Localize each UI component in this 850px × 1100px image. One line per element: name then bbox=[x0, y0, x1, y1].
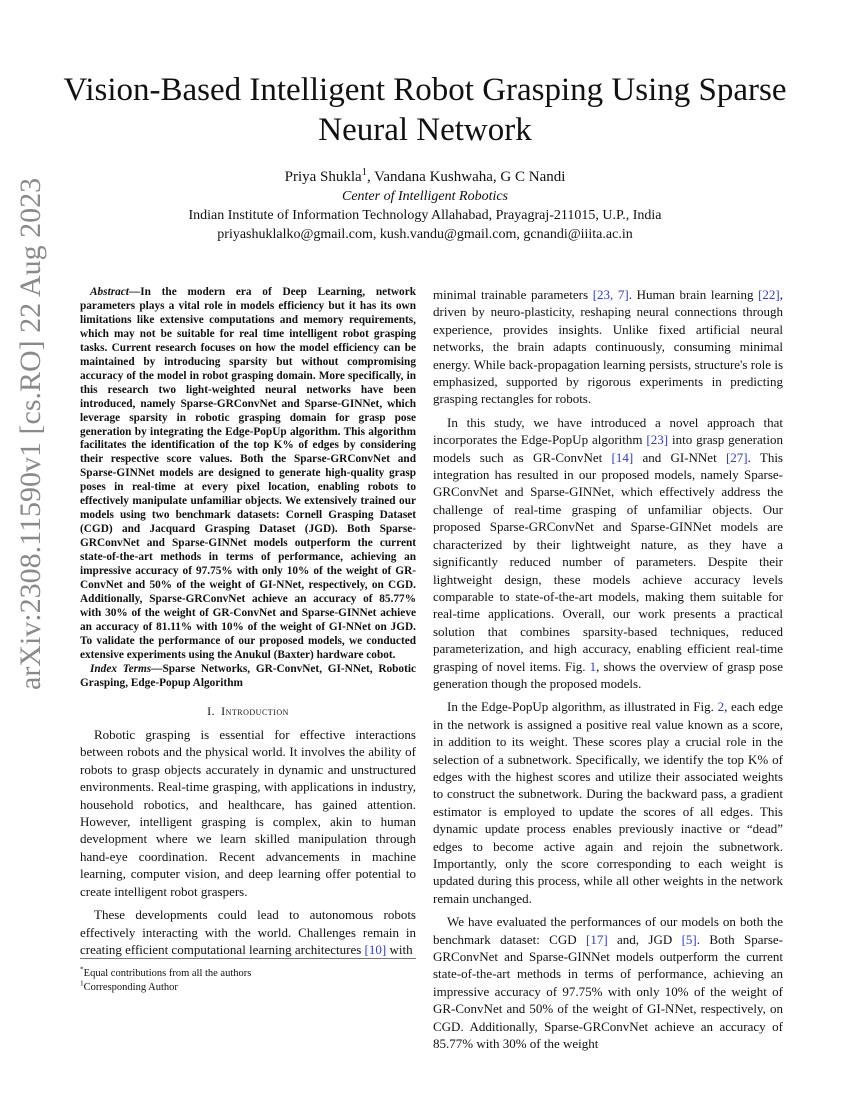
abstract bbox=[80, 286, 416, 663]
intro-paragraph-2 bbox=[80, 906, 416, 958]
text-run: , each edge in the network is assigned a positive real value known as a score, in addition to its weight. These scores play a crucial role in the selection of a subnetwork. Specifically, we identify the top K% of edges with the highest scores and utilize their associated weights to construct the subnetwork. During the backward pass, a gradient estimator is employed to update the scores of all edges. This dynamic update process enables previously inactive or “dead” edges to become active again and rejoin the subnetwork. Importantly, only the score corresponding to each weight is updated during this process, while all other weights in the network remain unchanged. bbox=[433, 699, 784, 906]
affiliation-center: Center of Intelligent Robotics bbox=[341, 189, 509, 204]
citation-link[interactable]: [22] bbox=[758, 287, 780, 302]
footnote-1 bbox=[80, 964, 416, 981]
footnote-mark: * bbox=[80, 964, 84, 974]
footnote-text: Equal contributions from all the authors bbox=[83, 968, 252, 979]
footnote-text: Corresponding Author bbox=[83, 982, 178, 993]
citation-link[interactable]: [23, 7] bbox=[592, 287, 629, 302]
section-heading bbox=[80, 703, 416, 720]
abstract-text: —In the modern era of Deep Learning, network parameters plays a vital role in models efficiency but it has its own limitations like extensive computations and memory requirements, which may not be suitable for real time intelligent robot grasping tasks. Current research focuses on how the model efficiency can be maintained by introducing sparsity but without compromising accuracy of the model in robot grasping domain. More specifically, in this research two light-weighted neural networks have been introduced, namely Sparse-GRConvNet and Sparse-GINNet, which leverage sparsity in robotic grasping domain for grasp pose generation by integrating the Edge-PopUp algorithm. This algorithm facilitates the identification of the top K% of edges by considering their respective score values. Both the Sparse-GRConvNet and Sparse-GINNet models are designed to generate high-quality grasp poses in real-time at every pixel location, enabling robots to effectively manipulate unfamiliar objects. We extensively trained our models using two benchmark datasets: Cornell Grasping Dataset (CGD) and Jacquard Grasping Dataset (JGD). Both Sparse-GRConvNet and Sparse-GINNet models outperform the current state-of-the-art methods in terms of performance, achieving an impressive accuracy of 97.75% with only 10% of the weight of GR-ConvNet and 50% of the weight of GI-NNet, respectively, on CGD. Additionally, Sparse-GRConvNet achieve an accuracy of 85.77% with 30% of the weight of GR-ConvNet and Sparse-GINNet achieve an accuracy of 81.11% with 10% of the weight of GI-NNet on JGD. To validate the performance of our proposed models, we conducted extensive experiments using the Anukul (Baxter) hardware cobot. bbox=[80, 286, 416, 661]
text-run: and GI-NNet bbox=[633, 449, 726, 465]
left-column bbox=[80, 286, 416, 958]
right-paragraph-4 bbox=[433, 913, 783, 1052]
right-paragraph-3 bbox=[433, 698, 783, 907]
index-terms-label: Index Terms bbox=[90, 662, 152, 675]
abstract-label: Abstract bbox=[90, 286, 129, 298]
citation-link[interactable]: [10] bbox=[364, 941, 387, 957]
footnote-2 bbox=[80, 978, 416, 995]
citation-link[interactable]: [14] bbox=[611, 449, 634, 465]
citation-link[interactable]: [17] bbox=[585, 931, 608, 947]
author-emails: priyashuklalko@gmail.com, kush.vandu@gmail.com, gcnandi@iiita.ac.in bbox=[217, 227, 633, 242]
text-run: into grasp generation models such as GR-ConvNet bbox=[433, 432, 783, 465]
figure-link[interactable]: 1 bbox=[589, 658, 597, 674]
index-terms-text: —Sparse Networks, GR-ConvNet, GI-NNet, Robotic Grasping, Edge-Popup Algorithm bbox=[80, 662, 416, 689]
author-block bbox=[60, 168, 790, 244]
text-run: . This integration has resulted in our proposed models, namely Sparse-GRConvNet and Sparse-GINNet, which effectively address the challenge of real-time grasping of unfamiliar objects. Our proposed Sparse-GRConvNet and Sparse-GINNet models are characterized by their lightweight nature, as they have a significantly reduced number of parameters. Despite their lightweight design, these models achieve accuracy levels comparable to state-of-the-art models, making them suitable for real-time applications. Overall, our work presents a practical solution that combines sparsity-based techniques, reduced parameterization, and high accuracy, enabling efficient real-time grasping of novel items. Fig. bbox=[433, 449, 783, 674]
paper-title: Vision-Based Intelligent Robot Grasping Using Sparse Neural Network bbox=[63, 72, 787, 148]
figure-link[interactable]: 2 bbox=[717, 699, 725, 715]
text-run: minimal trainable parameters bbox=[433, 287, 593, 302]
text-run: We have evaluated the performances of our models on both the benchmark dataset: CGD bbox=[433, 914, 783, 947]
affiliation-institute: Indian Institute of Information Technology Allahabad, Prayagraj-211015, U.P., India bbox=[188, 208, 662, 223]
intro-p2-text: These developments could lead to autonomous robots effectively interacting with the world. Challenges remain in creating efficient computational learning architectures bbox=[80, 907, 416, 957]
text-run: . Both Sparse-GRConvNet and Sparse-GINNet models outperform the current state-of-the-art methods in terms of performance, achieving an impressive accuracy of 97.75% with only 10% of the weight of GR-ConvNet and 50% of the weight of GI-NNet, respectively, on CGD. Additionally, Sparse-GRConvNet achieve an accuracy of 85.77% with 30% of the weight bbox=[433, 931, 784, 1052]
text-run: , driven by neuro-plasticity, reshaping neural connections through experience, provides insights. Unlike fixed artificial neural networks, the brain adapts continuously, consuming minimal energy. While back-propagation learning persists, structure's role is emphasized, supported by rigorous experiments in predicting grasping rectangles for robots. bbox=[433, 287, 783, 407]
section-number: I. bbox=[207, 703, 216, 718]
intro-p2-end: with bbox=[386, 941, 413, 957]
right-column bbox=[433, 286, 783, 1052]
author-rest: , Vandana Kushwaha, G C Nandi bbox=[366, 169, 566, 185]
author-names bbox=[60, 168, 790, 187]
right-paragraph-1 bbox=[433, 286, 783, 408]
citation-link[interactable]: [23] bbox=[646, 432, 669, 448]
footnotes bbox=[80, 958, 416, 995]
citation-link[interactable]: [27] bbox=[725, 449, 748, 465]
text-run: and, JGD bbox=[607, 931, 682, 947]
text-run: In the Edge-PopUp algorithm, as illustrated in Fig. bbox=[447, 699, 718, 715]
text-run: In this study, we have introduced a novel approach that incorporates the Edge-PopUp algorithm bbox=[433, 414, 783, 448]
intro-paragraph-1: Robotic grasping is essential for effective interactions between robots and the physical world. It involves the ability of robots to grasp objects accurately in dynamic and unstructured environments. Real-time grasping, with applications in industry, household robotics, and healthcare, has gained attention. However, intelligent grasping is complex, akin to human development where we learn skilled manipulation through hand-eye coordination. Recent advancements in machine learning, computer vision, and deep learning offer potential to create intelligent robot graspers. bbox=[80, 727, 416, 899]
arxiv-stamp-text: arXiv:2308.11590v1 [cs.RO] 22 Aug 2023 bbox=[14, 177, 47, 690]
text-run: , shows the overview of grasp pose generation though the proposed models. bbox=[433, 658, 783, 691]
footnote-mark: 1 bbox=[80, 978, 84, 988]
index-terms bbox=[80, 663, 416, 691]
author-first: Priya Shukla bbox=[284, 169, 362, 185]
author-mark: 1 bbox=[361, 167, 367, 178]
right-paragraph-2 bbox=[433, 414, 783, 693]
text-run: . Human brain learning bbox=[628, 287, 759, 302]
citation-link[interactable]: [5] bbox=[681, 931, 697, 947]
section-title: Introduction bbox=[221, 703, 289, 718]
